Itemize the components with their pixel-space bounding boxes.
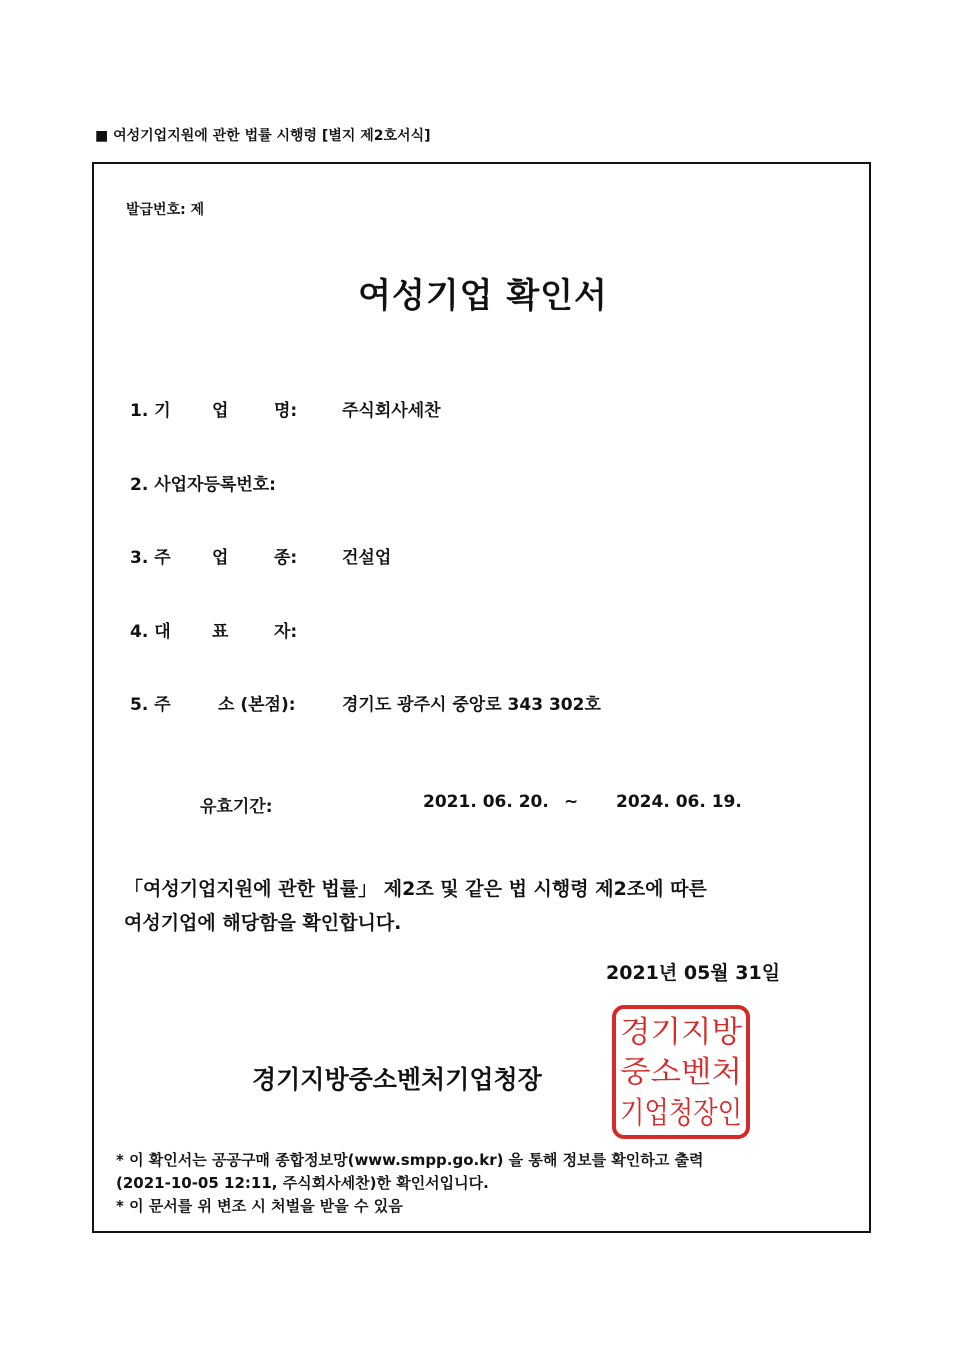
field-industry-value: 건설업 [342, 548, 392, 568]
field-representative-label-b: 표 [212, 622, 229, 642]
footnote-line-1: * 이 확인서는 공공구매 종합정보망(www.smpp.go.kr) 을 통해 정보를 확인하고 출력 [116, 1151, 704, 1169]
field-address-value: 경기도 광주시 중앙로 343 302호 [342, 695, 601, 715]
field-industry-label-b: 업 [212, 548, 229, 568]
form-reference-note: ■ 여성기업지원에 관한 법률 시행령 [별지 제2호서식] [95, 128, 431, 144]
footnote-line-3: * 이 문서를 위 변조 시 처벌을 받을 수 있음 [116, 1197, 403, 1215]
field-address-label-num: 5. 주 [130, 695, 171, 715]
svg-text:중소벤처: 중소벤처 [620, 1055, 742, 1090]
official-seal-stamp [611, 1004, 751, 1140]
issue-number: 발급번호: 제 [126, 202, 205, 218]
footnote-line-2: (2021-10-05 12:11, 주식회사세찬)한 확인서입니다. [116, 1174, 489, 1192]
field-company-label-c: 명: [274, 401, 298, 421]
svg-text:경기지방: 경기지방 [620, 1015, 743, 1050]
field-industry-label-num: 3. 주 [130, 548, 171, 568]
validity-start-date: 2021. 06. 20. [423, 792, 549, 812]
issuer-name: 경기지방중소벤처기업청장 [252, 1065, 542, 1094]
svg-text:기업청장인: 기업청장인 [620, 1096, 742, 1131]
statement-line-2: 여성기업에 해당함을 확인합니다. [124, 912, 402, 934]
field-address-label-b: 소 (본점): [218, 695, 296, 715]
field-representative-label-num: 4. 대 [130, 622, 171, 642]
field-representative-label-c: 자: [274, 622, 298, 642]
validity-separator: ~ [564, 792, 579, 812]
document-title: 여성기업 확인서 [358, 276, 608, 316]
field-company-value: 주식회사세찬 [342, 401, 441, 421]
statement-line-1: 「여성기업지원에 관한 법률」 제2조 및 같은 법 시행령 제2조에 따른 [124, 878, 707, 900]
validity-label: 유효기간: [200, 797, 273, 817]
field-company-label-b: 업 [212, 401, 229, 421]
field-registration-label: 2. 사업자등록번호: [130, 475, 276, 495]
validity-end-date: 2024. 06. 19. [616, 792, 742, 812]
field-industry-label-c: 종: [274, 548, 298, 568]
field-company-label-num: 1. 기 [130, 401, 171, 421]
issue-date: 2021년 05월 31일 [606, 962, 781, 984]
